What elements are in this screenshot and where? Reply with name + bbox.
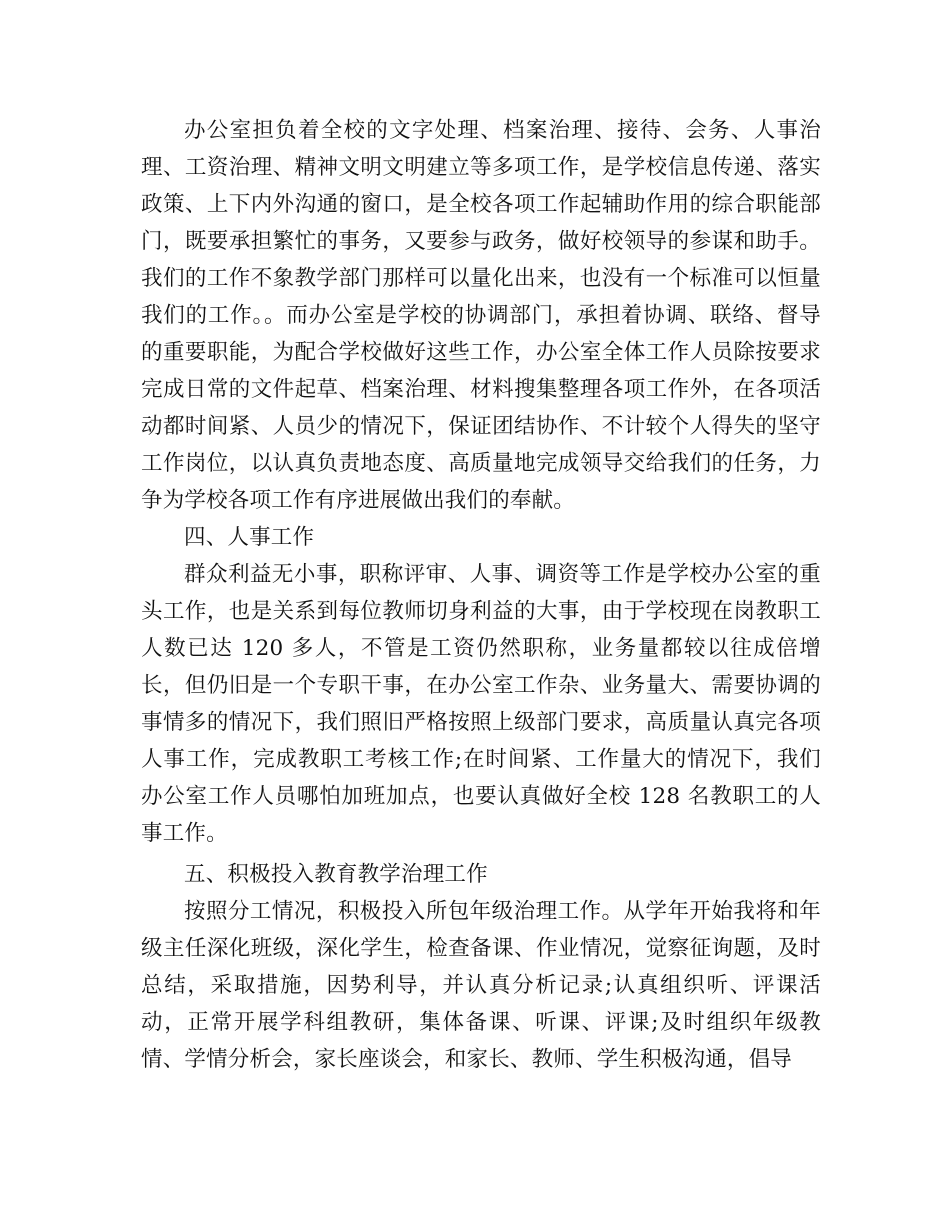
section-heading-teaching-management: 五、积极投入教育教学治理工作: [184, 862, 488, 887]
paragraph-teaching-management: 按照分工情况，积极投入所包年级治理工作。从学年开始我将和年级主任深化班级，深化学生，检查备课、作业情况，觉察征询题，及时总结，采取措施，因势利导，并认真分析记录;认真组织听、评课活动，正常开展学科组教研，集体备课、听课、评课;及时组织年级教情、学情分析会，家长座谈会，和家长、教师、学生积极沟通，倡导: [141, 899, 821, 1072]
document-body: [141, 112, 821, 1078]
paragraph-personnel-work: 群众利益无小事，职称评审、人事、调资等工作是学校办公室的重头工作，也是关系到每位教师切身利益的大事，由于学校现在岗教职工人数已达 120 多人，不管是工资仍然职称，业务量都较以往成倍增长，但仍旧是一个专职干事，在办公室工作杂、业务量大、需要协调的事情多的情况下，我们照旧严格按照上级部门要求，高质量认真完各项人事工作，完成教职工考核工作;在时间紧、工作量大的情况下，我们办公室工作人员哪怕加班加点，也要认真做好全校 128 名教职工的人事工作。: [141, 562, 821, 846]
section-heading-personnel: 四、人事工作: [184, 525, 315, 550]
paragraph-office-duties: 办公室担负着全校的文字处理、档案治理、接待、会务、人事治理、工资治理、精神文明文明建立等多项工作，是学校信息传递、落实政策、上下内外沟通的窗口，是全校各项工作起辅助作用的综合职能部门，既要承担繁忙的事务，又要参与政务，做好校领导的参谋和助手。我们的工作不象教学部门那样可以量化出来，也没有一个标准可以恒量我们的工作。。而办公室是学校的协调部门，承担着协调、联络、督导的重要职能，为配合学校做好这些工作，办公室全体工作人员除按要求完成日常的文件起草、档案治理、材料搜集整理各项工作外，在各项活动都时间紧、人员少的情况下，保证团结协作、不计较个人得失的坚守工作岗位，以认真负责地态度、高质量地完成领导交给我们的任务，力争为学校各项工作有序进展做出我们的奉献。: [141, 118, 821, 513]
